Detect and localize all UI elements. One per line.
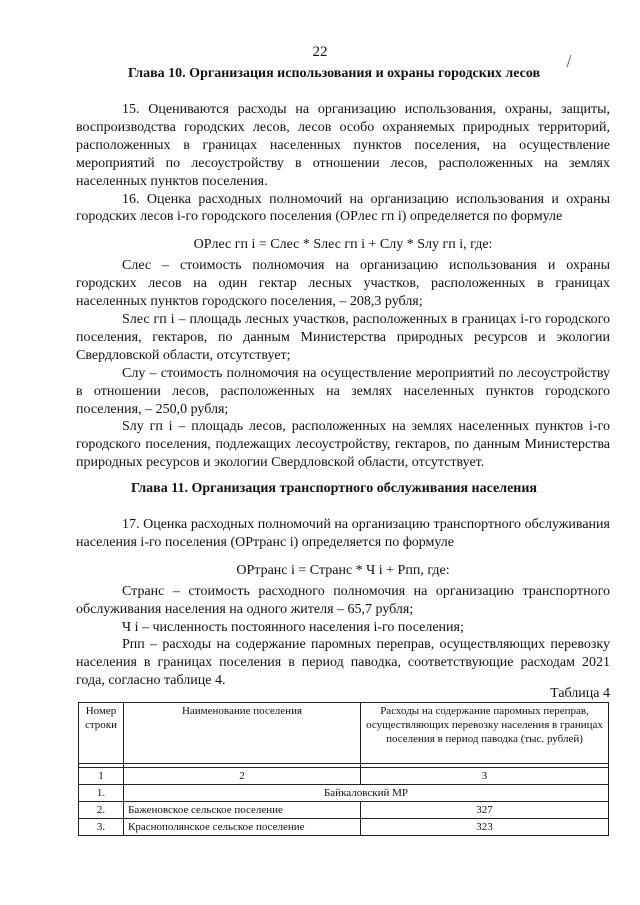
table-4: [78, 702, 609, 836]
table-row: [79, 802, 609, 819]
paragraph-17: 17. Оценка расходных полномочий на организацию транспортного обслуживания населения i-го поселения (ОРтранс i) определяется по формуле: [76, 517, 610, 550]
chapter-11-title: Глава 11. Организация транспортного обслуживания населения: [130, 481, 537, 496]
definition-sles: Слес – стоимость полномочия на организацию использования и охраны городских лесов на один гектар лесных участков, расположенных в границах населенных пунктов городского поселения, – 208,3 рубля;: [76, 258, 610, 310]
row-number: 3.: [79, 819, 124, 836]
ferry-expense-value: 327: [361, 802, 609, 819]
settlement-name: Баженовское сельское поселение: [124, 802, 361, 819]
formula-transport: ОРтранс i = Странс * Ч i + Рпп, где:: [236, 562, 450, 578]
table-row: [79, 819, 609, 836]
table-caption: Таблица 4: [550, 686, 610, 701]
row-number: 1.: [79, 785, 124, 802]
paragraph-15: 15. Оцениваются расходы на организацию использования, охраны, защиты, воспроизводства городских лесов, лесов особо охраняемых природных территорий, расположенных в границах населенных пунктов поселения, на осуществление мероприятий по лесоустройству в отношении лесов, расположенных на землях населенных пунктов поселения.: [76, 102, 610, 189]
definition-slu: Слу – стоимость полномочия на осуществление мероприятий по лесоустройству в отношении лесов, расположенных на землях населенных пунктов городского поселения, – 250,0 рубля;: [76, 365, 610, 417]
chapter-10-body: [76, 101, 610, 472]
formula-forest: ОРлес гп i = Слес * Sлес гп i + Слу * Sлу гп i, где:: [193, 237, 493, 253]
column-number: 3: [361, 768, 609, 785]
chapter-10-title: Глава 10. Организация использования и охраны городских лесов: [127, 66, 541, 81]
page-number: 22: [312, 44, 328, 60]
definition-strans: Странс – стоимость расходного полномочия на организацию транспортного обслуживания населения на одного жителя – 65,7 рубля;: [76, 583, 610, 617]
definition-ferry: Рпп – расходы на содержание паромных переправ, осуществляющих перевозку населения в границах поселения в период паводка, соответствующие расходам 2021 года, согласно таблице 4.: [76, 637, 610, 689]
header-settlement-name: Наименование поселения: [124, 703, 361, 764]
definition-population: Ч i – численность постоянного населения i-го поселения;: [122, 619, 464, 635]
table-group-row: [79, 785, 609, 802]
header-ferry-expenses: Расходы на содержание паромных переправ, осуществляющих перевозку населения в границах поселения в период паводка (тыс. рублей): [361, 703, 609, 764]
paragraph-16: 16. Оценка расходных полномочий на организацию использования и охраны городских лесов i-го городского поселения (ОРлес гп i) определяется по формуле: [76, 191, 610, 225]
column-number-row: [79, 768, 609, 785]
settlement-name: Краснополянское сельское поселение: [124, 819, 361, 836]
group-label: Байкаловский МР: [124, 785, 609, 802]
table-header-row: [79, 703, 609, 764]
definition-area-forest: Sлес гп i – площадь лесных участков, расположенных в границах i-го городского поселения, гектаров, по данным Министерства природных ресурсов и экологии Свердловской области, отсутствует;: [76, 311, 610, 363]
chapter-11-body: [76, 516, 610, 690]
definition-area-forestry: Sлу гп i – площадь лесов, расположенных на землях населенных пунктов i-го городского поселения, подлежащих лесоустройству, гектаров, по данным Министерства природных ресурсов и экологии Свердловской области, отсутствует.: [76, 419, 610, 471]
row-number: 2.: [79, 802, 124, 819]
column-number: 1: [79, 768, 124, 785]
ferry-expense-value: 323: [361, 819, 609, 836]
header-row-number: Номер строки: [79, 703, 124, 764]
column-number: 2: [124, 768, 361, 785]
